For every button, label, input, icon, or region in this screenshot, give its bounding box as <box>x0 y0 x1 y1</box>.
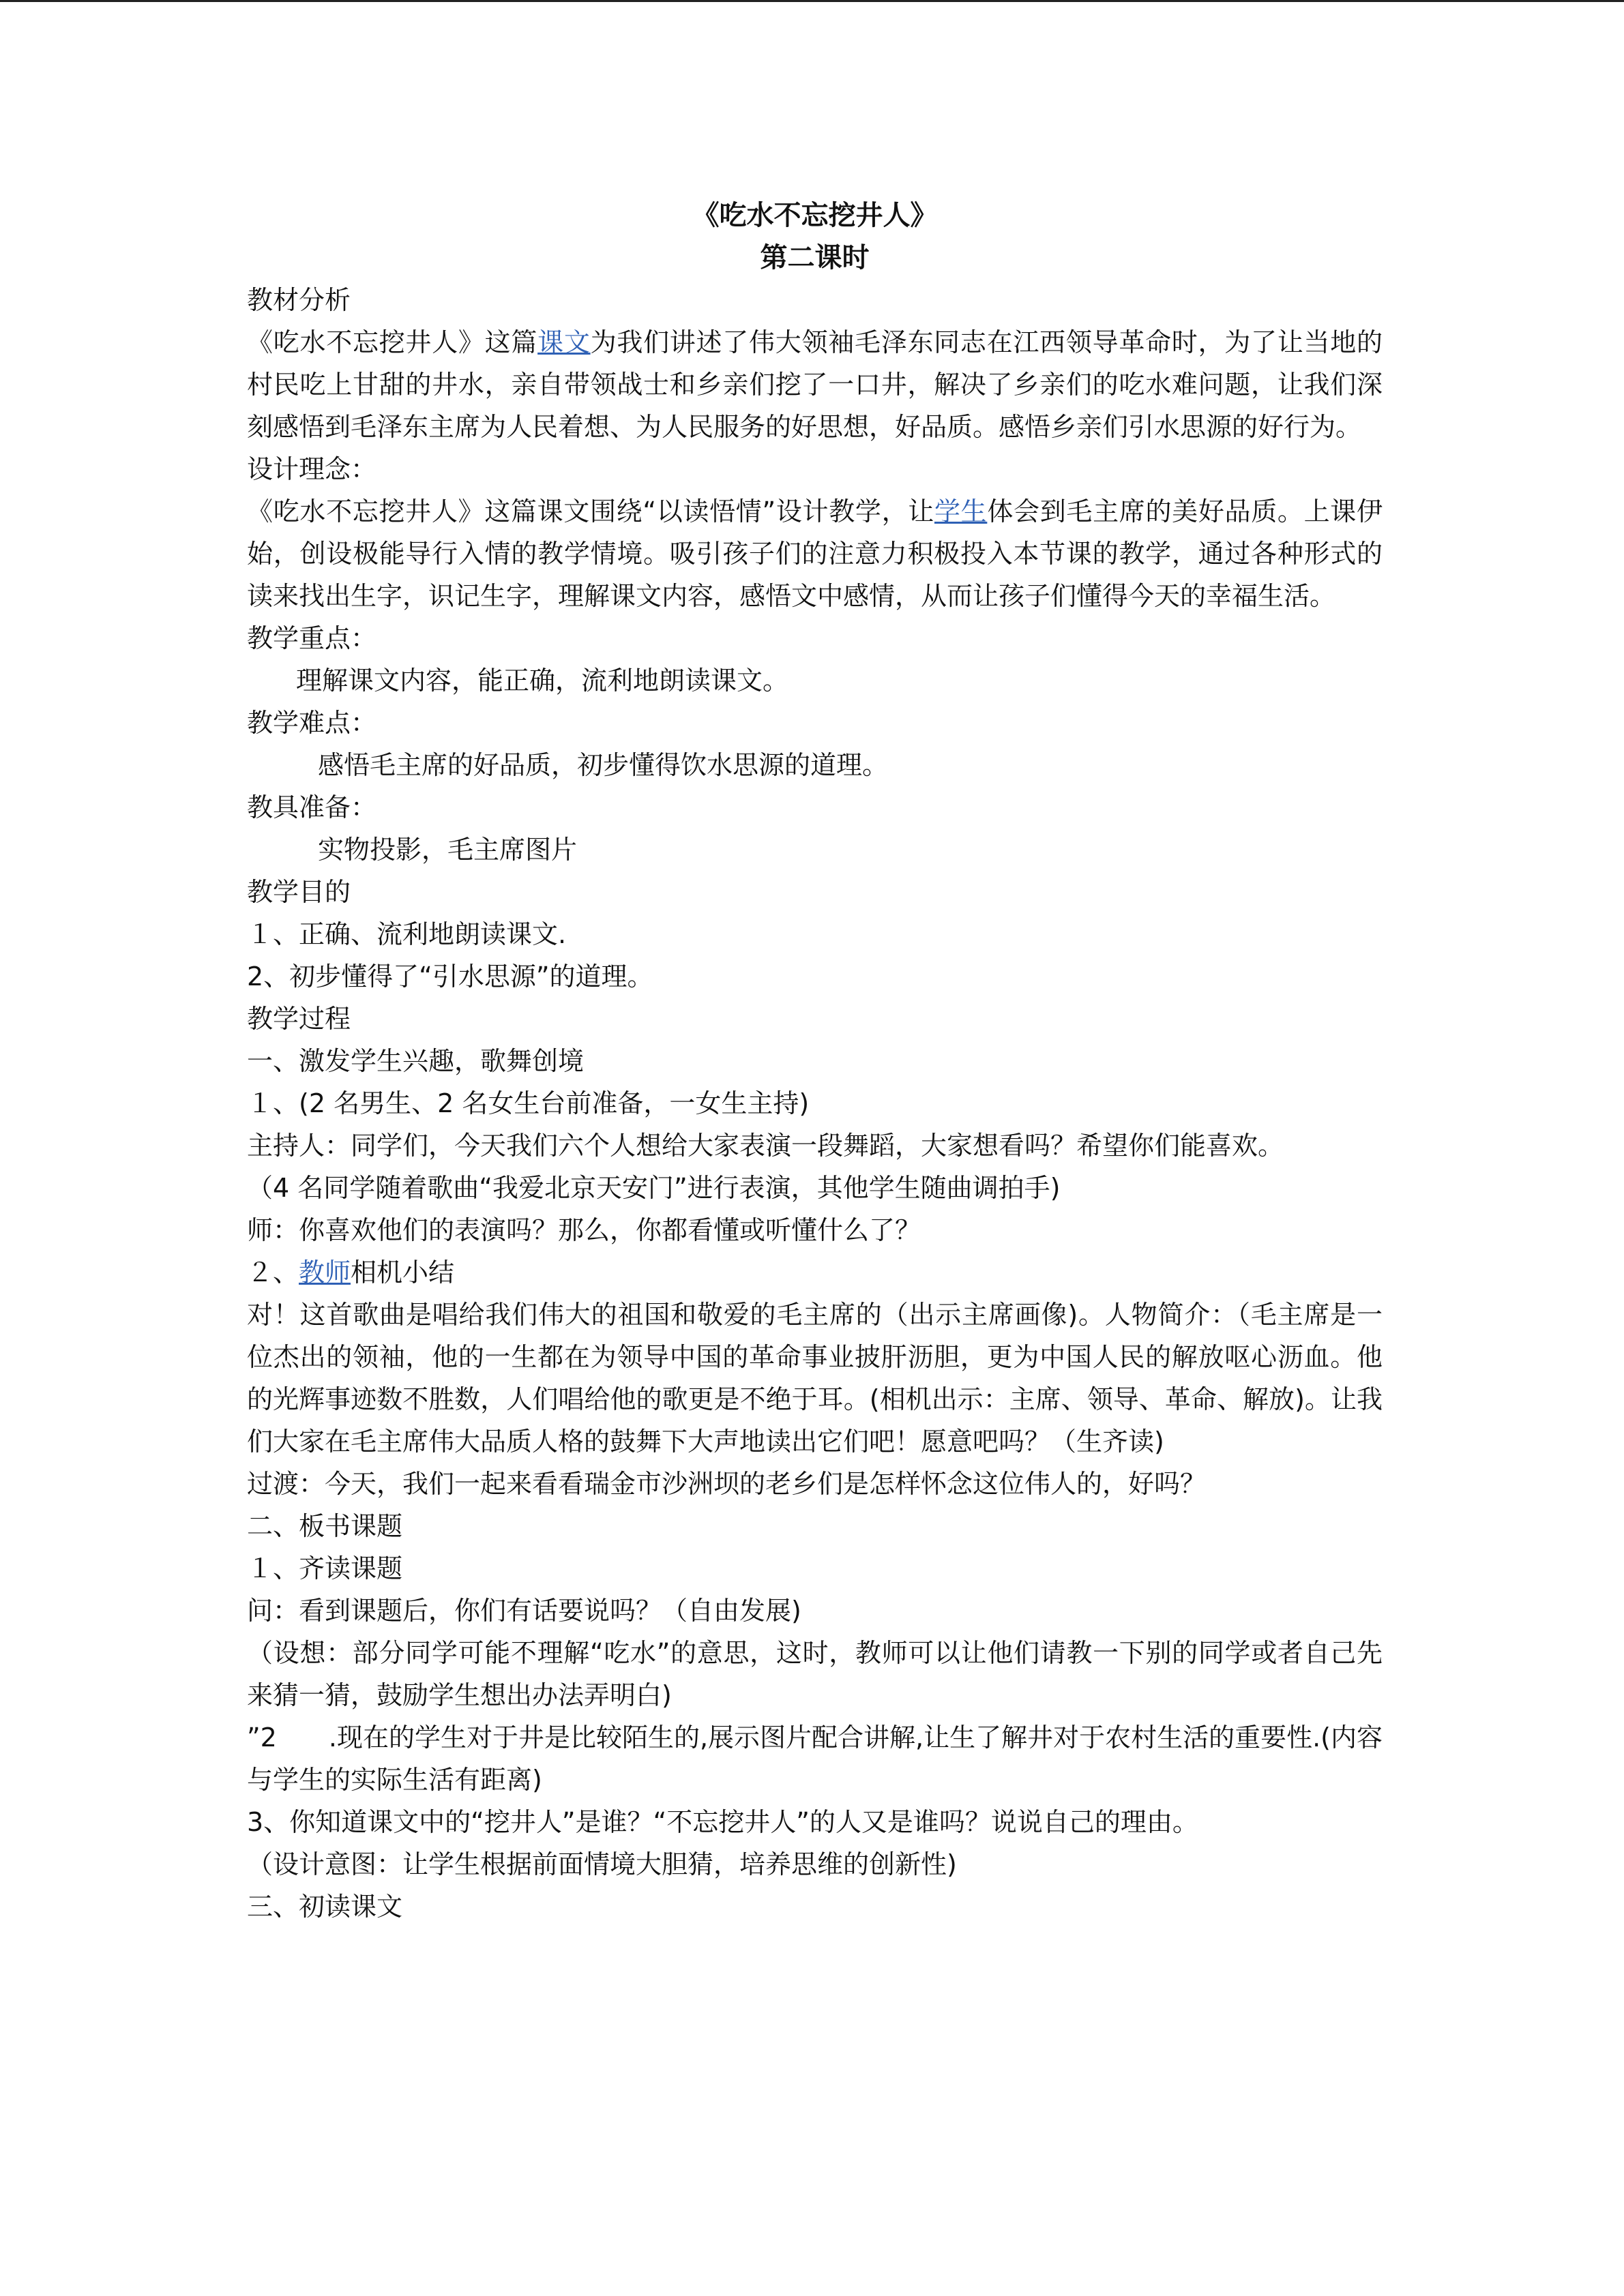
section-heading-key-points: 教学重点： <box>247 623 377 653</box>
teacher-line: 师：你喜欢他们的表演吗？那么，你都看懂或听懂什么了？ <box>247 1215 921 1245</box>
paragraph-assumption: （设想：部分同学可能不理解“吃水”的意思，这时，教师可以让他们请教一下别的同学或者自己先来猜一猜，鼓励学生想出办法弄明白) <box>247 1638 1383 1710</box>
item-number: ２、 <box>247 1257 299 1287</box>
step-2-item-3: 3、你知道课文中的“挖井人”是谁？“不忘挖井人”的人又是谁吗？说说自己的理由。 <box>247 1807 1198 1837</box>
design-intent-line: （设计意图：让学生根据前面情境大胆猜，培养思维的创新性) <box>247 1849 957 1879</box>
difficulty-text: 感悟毛主席的好品质，初步懂得饮水思源的道理。 <box>318 750 889 780</box>
goal-item-2: 2、初步懂得了“引水思源”的道理。 <box>247 961 653 992</box>
link-jiaoshi[interactable]: 教师 <box>299 1257 351 1287</box>
paragraph-summary: 对！这首歌曲是唱给我们伟大的祖国和敬爱的毛主席的（出示主席画像)。人物简介：（毛主席是一位杰出的领袖，他的一生都在为领导中国的革命事业披肝沥胆，更为中国人民的解放呕心沥血。他的光辉事迹数不胜数，人们唱给他的歌更是不绝于耳。(相机出示：主席、领导、革命、解放)。让我们大家在毛主席伟大品质人格的鼓舞下大声地读出它们吧！愿意吧吗？（生齐读) <box>247 1300 1383 1457</box>
step-1-heading: 一、激发学生兴趣，歌舞创境 <box>247 1046 585 1076</box>
paragraph-text: 为我们讲述了伟大领袖毛泽东同志在江西领导革命时，为了让当地的村民吃上甘甜的井水，亲自带领战士和乡亲们挖了一口井，解决了乡亲们的吃水难问题，让我们深刻感悟到毛泽东主席为人民着想、为人民服务的好思想，好品质。感悟乡亲们引水思源的好行为。 <box>247 327 1383 442</box>
link-kewen[interactable]: 课文 <box>537 327 591 357</box>
paragraph-text: 体会到毛主席的美好品质。上课伊始，创设极能导行入情的教学情境。吸引孩子们的注意力积极投入本节课的教学，通过各种形式的读来找出生字，识记生字，理解课文内容，感悟文中感情，从而让孩子们懂得今天的幸福生活。 <box>247 496 1383 611</box>
section-heading-process: 教学过程 <box>247 1004 351 1034</box>
paragraph-design-concept <box>247 490 1383 617</box>
transition-line: 过渡：今天，我们一起来看看瑞金市沙洲坝的老乡们是怎样怀念这位伟人的，好吗？ <box>247 1469 1207 1499</box>
paragraph-text: 《吃水不忘挖井人》这篇 <box>247 327 538 357</box>
section-heading-tools: 教具准备： <box>247 792 377 822</box>
paragraph-text: 《吃水不忘挖井人》这篇课文围绕“以读悟情”设计教学，让 <box>247 496 934 526</box>
section-heading-difficulty: 教学难点： <box>247 708 377 738</box>
step-2-item-1: １、齐读课题 <box>247 1553 403 1583</box>
section-heading-design: 设计理念： <box>247 454 377 484</box>
step-2-heading: 二、板书课题 <box>247 1511 403 1541</box>
section-heading-material: 教材分析 <box>247 285 351 315</box>
step-2-item-2: ”2 .现在的学生对于井是比较陌生的,展示图片配合讲解,让生了解井对于农村生活的重要性.(内容与学生的实际生活有距离) <box>247 1723 1383 1795</box>
step-1-item-1: １、(2 名男生、2 名女生台前准备，一女生主持) <box>247 1088 810 1118</box>
page-top-border <box>0 0 1624 2</box>
perform-line: （4 名同学随着歌曲“我爱北京天安门”进行表演，其他学生随曲调拍手) <box>247 1173 1061 1203</box>
paragraph-material-analysis <box>247 321 1383 448</box>
step-1-item-2 <box>247 1251 1383 1294</box>
item-text: 相机小结 <box>351 1257 455 1287</box>
section-heading-goals: 教学目的 <box>247 877 351 907</box>
goal-item-1: １、正确、流利地朗读课文. <box>247 919 567 949</box>
link-xuesheng[interactable]: 学生 <box>934 496 988 526</box>
host-line: 主持人：同学们，今天我们六个人想给大家表演一段舞蹈，大家想看吗？希望你们能喜欢。 <box>247 1131 1284 1161</box>
document-title: 《吃水不忘挖井人》 <box>692 200 938 231</box>
tools-text: 实物投影，毛主席图片 <box>318 835 578 865</box>
step-3-heading: 三、初读课文 <box>247 1892 403 1922</box>
document-page <box>247 194 1383 1928</box>
question-line: 问：看到课题后，你们有话要说吗？（自由发展) <box>247 1596 801 1626</box>
document-subtitle: 第二课时 <box>760 242 870 273</box>
key-points-text: 理解课文内容，能正确，流利地朗读课文。 <box>296 666 789 696</box>
